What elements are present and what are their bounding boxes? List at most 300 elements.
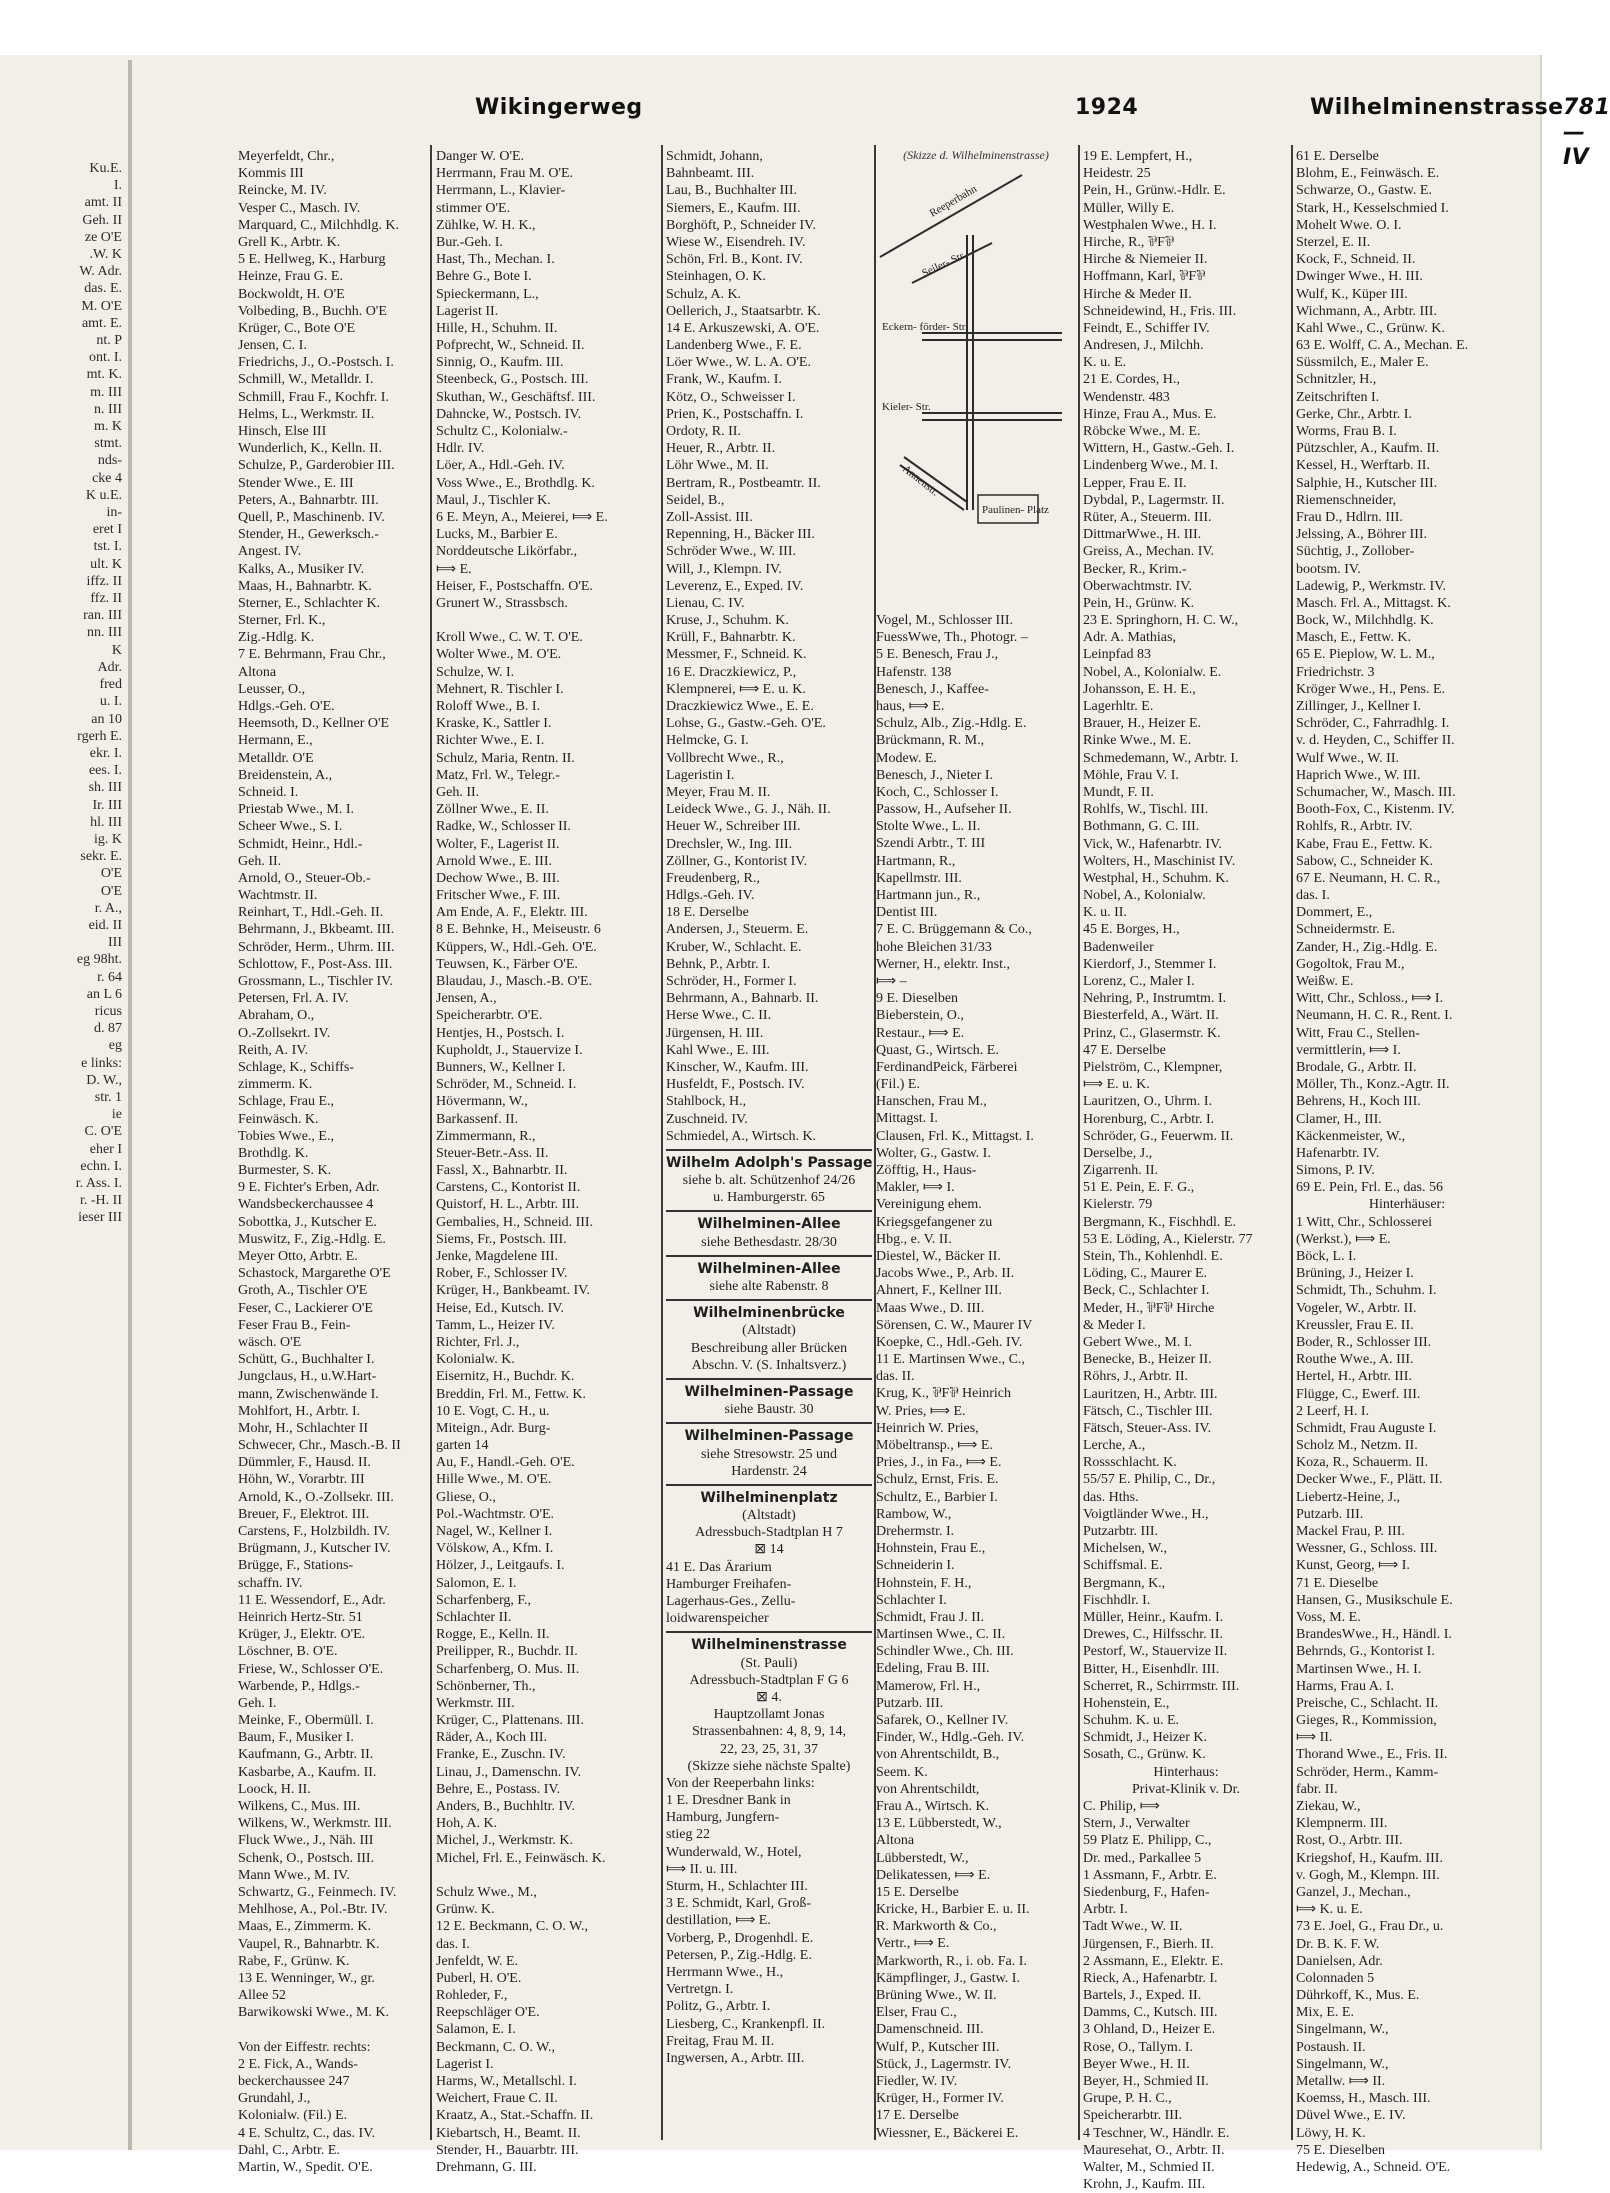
- directory-entry: Stein, Th., Kohlenhdl. E.: [1083, 1249, 1223, 1264]
- directory-entry: Schindler Wwe., Ch. III.: [876, 1644, 1014, 1660]
- directory-column-1: [238, 148, 426, 2175]
- directory-entry: Koepke, C., Hdl.-Geh. IV.: [876, 1334, 1023, 1350]
- directory-entry: Hafenarbtr. IV.: [1296, 1145, 1380, 1161]
- directory-entry: Röbcke Wwe., M. E.: [1083, 424, 1201, 439]
- directory-entry: Jensen, C. I.: [238, 338, 307, 354]
- previous-page-fragment: ricus: [94, 1003, 122, 1019]
- directory-entry: Sörensen, C. W., Maurer IV: [876, 1317, 1033, 1333]
- directory-entry: Zuschneid. IV.: [666, 1111, 748, 1127]
- previous-page-fragment: u. I.: [99, 694, 122, 710]
- directory-entry: Meyer, Frau M. II.: [666, 784, 771, 800]
- directory-entry: Salomon, E. I.: [436, 1575, 517, 1591]
- directory-entry: 1 Witt, Chr., Schlosserei: [1296, 1214, 1433, 1230]
- directory-entry: Thorand Wwe., E., Fris. II.: [1296, 1747, 1448, 1763]
- directory-entry: Hdlr. IV.: [436, 441, 485, 457]
- street-note: Beschreibung aller Brücken: [690, 1340, 848, 1356]
- directory-entry: Frau D., Hdlrn. III.: [1296, 509, 1403, 525]
- directory-entry: Westphal, H., Schuhm. K.: [1083, 870, 1229, 886]
- directory-entry: Schmidt, Frau Auguste I.: [1296, 1420, 1437, 1436]
- directory-entry: Martinsen Wwe., C. II.: [876, 1627, 1006, 1643]
- directory-entry: Löer Wwe., W. L. A. O'E.: [666, 355, 811, 371]
- directory-entry: das. I.: [436, 1936, 470, 1952]
- directory-column-5: [1083, 148, 1289, 2193]
- directory-entry: Siems, Fr., Postsch. III.: [436, 1231, 567, 1247]
- directory-entry: W. Pries, ⟾ E.: [876, 1403, 966, 1419]
- directory-entry: Priestab Wwe., M. I.: [238, 802, 354, 818]
- directory-entry: Martinsen Wwe., H. I.: [1296, 1661, 1422, 1677]
- directory-entry: [436, 612, 658, 629]
- directory-entry: Putzarb. III.: [1296, 1506, 1364, 1522]
- directory-entry: Meder, H., ⅌F⅌ Hirche: [1083, 1300, 1215, 1316]
- previous-page-fragment: cke 4: [92, 470, 122, 486]
- directory-entry: Hölzer, J., Leitgaufs. I.: [436, 1558, 565, 1574]
- directory-entry: Rossschlacht. K.: [1083, 1455, 1177, 1471]
- directory-entry: Miteign., Adr. Burg-: [436, 1420, 551, 1436]
- directory-column-4: [876, 612, 1074, 2141]
- previous-page-fragment: m. K: [94, 419, 122, 435]
- directory-entry: Hermann, E.,: [238, 733, 313, 749]
- directory-entry: Grünw. K.: [436, 1902, 495, 1918]
- previous-page-fragment: ze O'E: [84, 229, 122, 245]
- directory-entry: Helmcke, G. I.: [666, 733, 749, 749]
- directory-entry: Löhr Wwe., M. II.: [666, 458, 769, 474]
- directory-entry: Neumann, H. C. R., Rent. I.: [1296, 1008, 1453, 1024]
- directory-entry: Tobies Wwe., E.,: [238, 1128, 334, 1144]
- directory-entry: Carstens, F., Holzbildh. IV.: [238, 1524, 390, 1539]
- directory-entry: Jenke, Magdelene III.: [436, 1249, 559, 1264]
- previous-page-fragment: mt. K.: [86, 367, 122, 383]
- header-right-street: Wilhelminenstrasse: [1310, 95, 1564, 120]
- directory-entry: Rose, O., Tallym. I.: [1083, 2039, 1193, 2055]
- directory-entry: Dümmler, F., Hausd. II.: [238, 1455, 371, 1471]
- directory-entry: Pein, H., Grünw. K.: [1083, 595, 1195, 611]
- directory-entry: Ahnert, F., Kellner III.: [876, 1283, 1003, 1299]
- directory-entry: Brüning Wwe., W. II.: [876, 1988, 997, 2003]
- directory-entry: Hanschen, Frau M.,: [876, 1094, 987, 1110]
- directory-entry: Speicherarbtr. III.: [1083, 2108, 1183, 2124]
- directory-entry: Stolte Wwe., L. II.: [876, 819, 981, 835]
- directory-entry: Heiser, F., Postschaffn. O'E.: [436, 578, 593, 594]
- directory-entry: Puberl, H. O'E.: [436, 1970, 522, 1986]
- directory-entry: Steuer-Betr.-Ass. II.: [436, 1145, 549, 1161]
- directory-entry: Singelmann, W.,: [1296, 2056, 1389, 2072]
- directory-entry: das. II.: [876, 1369, 915, 1385]
- directory-entry: Fätsch, C., Tischler III.: [1083, 1403, 1213, 1419]
- directory-entry: Behre G., Bote I.: [436, 269, 532, 285]
- previous-page-fragment: C. O'E: [84, 1124, 122, 1140]
- directory-entry: Martin, W., Spedit. O'E.: [238, 2159, 373, 2175]
- directory-entry: Restaur., ⟾ E.: [876, 1025, 965, 1041]
- directory-entry: Vereinigung ehem.: [876, 1197, 982, 1213]
- directory-entry: Wendenstr. 483: [1083, 389, 1170, 405]
- directory-entry: Krüger, J., Elektr. O'E.: [238, 1627, 366, 1643]
- sketch-road-reeperbahn: [880, 175, 1022, 257]
- directory-entry: Mehlhose, A., Pol.-Btr. IV.: [238, 1902, 388, 1918]
- directory-entry: Benecke, B., Heizer II.: [1083, 1352, 1212, 1368]
- previous-page-fragment: ult. K: [90, 556, 122, 572]
- directory-entry: 7 E. Behrmann, Frau Chr.,: [238, 647, 386, 663]
- directory-entry: & Meder I.: [1083, 1317, 1146, 1333]
- directory-entry: Kriegsgefangener zu: [876, 1214, 993, 1230]
- page-fold: [128, 60, 132, 2150]
- directory-entry: Hoh, A. K.: [436, 1816, 498, 1832]
- previous-page-edge-column: [0, 160, 128, 2140]
- previous-page-fragment: nt. P: [96, 333, 122, 349]
- directory-entry: Bartels, J., Exped. II.: [1083, 1988, 1202, 2004]
- previous-page-fragment: in-: [106, 505, 122, 521]
- directory-entry: Masch. Frl. A., Mittagst. K.: [1296, 595, 1451, 611]
- directory-entry: Schulz, Maria, Rentn. II.: [436, 750, 575, 766]
- directory-entry: Kasbarbe, A., Kaufm. II.: [238, 1764, 377, 1780]
- street-note: Hinterhäuser:: [1368, 1197, 1446, 1213]
- directory-entry: Pützschler, A., Kaufm. II.: [1296, 441, 1440, 457]
- directory-entry: Breddin, Frl. M., Fettw. K.: [436, 1386, 586, 1402]
- directory-entry: Loock, H. II.: [238, 1781, 311, 1797]
- directory-entry: Von der Reeperbahn links:: [666, 1775, 815, 1791]
- directory-entry: Bahnbeamt. III.: [666, 166, 755, 182]
- directory-entry: Putzarb. III.: [876, 1695, 944, 1711]
- directory-entry: 15 E. Derselbe: [876, 1884, 959, 1900]
- directory-entry: Jacobs Wwe., P., Arb. II.: [876, 1266, 1015, 1282]
- directory-entry: 4 E. Schultz, C., das. IV.: [238, 2125, 376, 2141]
- directory-entry: ⟾ II. u. III.: [666, 1861, 738, 1877]
- directory-entry: Fluck Wwe., J., Näh. III: [238, 1833, 374, 1849]
- directory-entry: 2 Assmann, E., Elektr. E.: [1083, 1953, 1224, 1969]
- sketch-label-annenstr: Annenstr.: [900, 462, 942, 499]
- directory-entry: Makler, ⟾ I.: [876, 1180, 955, 1196]
- directory-entry: 23 E. Springhorn, H. C. W.,: [1083, 613, 1239, 629]
- directory-entry: Wolter, F., Lagerist II.: [436, 836, 560, 852]
- directory-entry: K. u. II.: [1083, 905, 1127, 921]
- directory-entry: Rinke Wwe., M. E.: [1083, 733, 1192, 749]
- directory-entry: 6 E. Meyn, A., Meierei, ⟾ E.: [436, 509, 608, 525]
- directory-entry: Mann Wwe., M. IV.: [238, 1867, 350, 1883]
- directory-entry: Helms, L., Werkmstr. II.: [238, 406, 375, 422]
- street-heading: Wilhelm Adolph's Passage: [666, 1154, 873, 1171]
- directory-entry: Behrens, H., Koch III.: [1296, 1094, 1421, 1110]
- directory-entry: Höhn, W., Vorarbtr. III: [238, 1472, 365, 1488]
- directory-entry: Schmidt, Frau J. II.: [876, 1609, 985, 1625]
- directory-entry: Steinhagen, O. K.: [666, 269, 766, 285]
- directory-entry: Mohr, H., Schlachter II: [238, 1420, 369, 1436]
- directory-entry: Schröder, Herm., Uhrm. III.: [238, 939, 395, 955]
- directory-entry: Teuwsen, K., Färber O'E.: [436, 956, 578, 972]
- directory-entry: Feinwäsch. K.: [238, 1111, 319, 1127]
- directory-entry: 51 E. Pein, E. F. G.,: [1083, 1180, 1195, 1196]
- directory-entry: Dr. med., Parkallee 5: [1083, 1850, 1202, 1866]
- directory-entry: Hdlgs.-Geh. IV.: [666, 888, 755, 904]
- directory-entry: Schmidt, J., Heizer K.: [1083, 1730, 1208, 1746]
- directory-entry: Hohnstein, F. H.,: [876, 1575, 972, 1591]
- directory-entry: Rost, O., Arbtr. III.: [1296, 1833, 1403, 1849]
- directory-entry: Wilkens, C., Mus. III.: [238, 1799, 361, 1814]
- directory-entry: Löer, A., Hdl.-Geh. IV.: [436, 458, 565, 474]
- directory-entry: Michel, Frl. E., Feinwäsch. K.: [436, 1850, 606, 1866]
- directory-entry: Pielström, C., Klempner,: [1083, 1059, 1223, 1075]
- directory-entry: 61 E. Derselbe: [1296, 149, 1379, 164]
- directory-entry: Liesberg, C., Krankenpfl. II.: [666, 2016, 826, 2032]
- directory-entry: Brügge, F., Stations-: [238, 1558, 354, 1574]
- directory-entry: Dommert, E.,: [1296, 905, 1373, 921]
- directory-entry: Rabe, F., Grünw. K.: [238, 1953, 350, 1969]
- directory-entry: v. d. Heyden, C., Schiffer II.: [1296, 733, 1455, 749]
- directory-entry: [238, 2021, 426, 2038]
- directory-entry: Kalks, A., Musiker IV.: [238, 561, 365, 577]
- directory-entry: Seem. K.: [876, 1764, 928, 1780]
- street-note: (Skizze siehe nächste Spalte): [687, 1758, 851, 1774]
- directory-entry: Kapellmstr. III.: [876, 870, 962, 886]
- directory-entry: Kraatz, A., Stat.-Schaffn. II.: [436, 2108, 594, 2124]
- directory-entry: Schwecer, Chr., Masch.-B. II: [238, 1438, 401, 1454]
- directory-entry: Küppers, W., Hdl.-Geh. O'E.: [436, 939, 597, 955]
- directory-entry: Wiese W., Eisendreh. IV.: [666, 234, 806, 250]
- previous-page-fragment: an 10: [91, 711, 122, 727]
- directory-entry: Barwikowski Wwe., M. K.: [238, 2005, 390, 2021]
- directory-entry: Altona: [876, 1833, 915, 1849]
- directory-entry: Colonnaden 5: [1296, 1970, 1375, 1986]
- directory-entry: Zoll-Assist. III.: [666, 509, 753, 525]
- previous-page-fragment: an L 6: [86, 986, 122, 1002]
- directory-entry: Baum, F., Musiker I.: [238, 1730, 354, 1746]
- section-divider: [666, 1422, 872, 1424]
- directory-entry: Safarek, O., Kellner IV.: [876, 1713, 1009, 1728]
- directory-entry: Mohelt Wwe. O. I.: [1296, 217, 1402, 233]
- directory-entry: Bergmann, K.,: [1083, 1575, 1166, 1591]
- previous-page-fragment: r. -H. II: [80, 1193, 122, 1209]
- directory-entry: Will, J., Klempn. IV.: [666, 561, 782, 577]
- directory-entry: Radke, W., Schlosser II.: [436, 819, 571, 835]
- directory-entry: Dwinger Wwe., H. III.: [1296, 269, 1423, 285]
- section-divider: [666, 1378, 872, 1380]
- directory-entry: Zigarrenh. II.: [1083, 1163, 1159, 1179]
- directory-entry: Nobel, A., Kolonialw. E.: [1083, 664, 1222, 680]
- directory-entry: Schwarze, O., Gastw. E.: [1296, 183, 1432, 199]
- directory-entry: 59 Platz E. Philipp, C.,: [1083, 1833, 1212, 1849]
- directory-entry: Hertel, H., Arbtr. III.: [1296, 1369, 1412, 1385]
- directory-entry: 41 E. Das Ärarium: [666, 1559, 772, 1575]
- previous-page-fragment: eid. II: [88, 917, 122, 933]
- page-number: 781—IV: [1563, 95, 1610, 170]
- directory-entry: Käckenmeister, W.,: [1296, 1128, 1406, 1144]
- previous-page-fragment: I.: [113, 178, 122, 194]
- directory-entry: Wandsbeckerchaussee 4: [238, 1197, 374, 1213]
- directory-entry: Hansen, G., Musikschule E.: [1296, 1592, 1453, 1608]
- directory-entry: Dechow Wwe., B. III.: [436, 870, 560, 886]
- directory-entry: Barkassenf. II.: [436, 1111, 519, 1127]
- directory-entry: (Werkst.), ⟾ E.: [1296, 1231, 1391, 1247]
- directory-entry: Grell K., Arbtr. K.: [238, 234, 341, 250]
- directory-entry: Dahncke, W., Postsch. IV.: [436, 406, 582, 422]
- directory-entry: Zillinger, J., Kellner I.: [1296, 699, 1422, 714]
- directory-entry: Messmer, F., Schneid. K.: [666, 647, 807, 663]
- previous-page-fragment: nn. III: [87, 625, 122, 641]
- directory-entry: Sinnig, O., Kaufm. III.: [436, 355, 564, 371]
- header-year: 1924: [1075, 95, 1139, 120]
- street-note: Strassenbahnen: 4, 8, 9, 14,: [692, 1724, 846, 1740]
- directory-entry: Jungclaus, H., u.W.Hart-: [238, 1369, 377, 1385]
- directory-entry: Westphalen Wwe., H. I.: [1083, 217, 1217, 233]
- sketch-label-seilerstr: Seiler- Str.: [920, 249, 968, 280]
- directory-entry: Feindt, E., Schiffer IV.: [1083, 320, 1210, 336]
- directory-entry: Brauer, H., Heizer E.: [1083, 716, 1201, 732]
- directory-entry: C. Philip, ⟾: [1083, 1799, 1160, 1814]
- directory-entry: Herrmann, L., Klavier-: [436, 183, 566, 199]
- directory-entry: 71 E. Dieselbe: [1296, 1575, 1379, 1591]
- directory-entry: Schiffsmal. E.: [1083, 1558, 1163, 1574]
- directory-entry: Hövermann, W.,: [436, 1094, 528, 1110]
- directory-entry: Schulz Wwe., M.,: [436, 1884, 537, 1900]
- directory-entry: Heidestr. 25: [1083, 166, 1151, 182]
- street-heading: Wilhelminenbrücke: [693, 1305, 845, 1322]
- directory-entry: Schröder, G., Feuerwm. II.: [1083, 1128, 1234, 1144]
- directory-entry: Behrnds, G., Kontorist I.: [1296, 1644, 1435, 1660]
- street-note: (Altstadt): [742, 1508, 796, 1524]
- directory-entry: Feser Frau B., Fein-: [238, 1317, 351, 1333]
- directory-entry: Richter, Frl. J.,: [436, 1334, 520, 1350]
- previous-page-fragment: ie: [111, 1107, 122, 1123]
- directory-entry: Röhrs, J., Arbtr. II.: [1083, 1369, 1188, 1385]
- previous-page-fragment: eg: [108, 1038, 122, 1054]
- directory-entry: Bothmann, G. C. III.: [1083, 819, 1200, 835]
- directory-entry: Schlachter I.: [876, 1592, 947, 1608]
- directory-entry: 47 E. Derselbe: [1083, 1042, 1166, 1058]
- directory-entry: Masch, E., Fettw. K.: [1296, 630, 1411, 646]
- previous-page-fragment: e links:: [81, 1055, 122, 1071]
- directory-entry: Kruse, J., Schuhm. K.: [666, 613, 789, 629]
- directory-entry: Walter, M., Schmied II.: [1083, 2159, 1215, 2175]
- street-note: Adressbuch-Stadtplan H 7: [695, 1525, 843, 1541]
- directory-entry: Modew. E.: [876, 750, 937, 766]
- directory-entry: Reinhart, T., Hdl.-Geh. II.: [238, 905, 384, 921]
- directory-entry: Lauritzen, O., Uhrm. I.: [1083, 1094, 1213, 1110]
- directory-entry: Kahl Wwe., C., Grünw. K.: [1296, 320, 1445, 336]
- directory-entry: Hille, H., Schuhm. II.: [436, 320, 558, 336]
- street-note: 22, 23, 25, 31, 37: [720, 1741, 818, 1757]
- directory-entry: Maas, E., Zimmerm. K.: [238, 1919, 371, 1935]
- directory-entry: Maas Wwe., D. III.: [876, 1300, 985, 1316]
- directory-entry: Schröder Wwe., W. III.: [666, 544, 796, 560]
- directory-entry: Maas, H., Bahnarbtr. K.: [238, 578, 372, 594]
- directory-entry: Haprich Wwe., W. III.: [1296, 767, 1421, 783]
- directory-entry: Schenk, O., Postsch. III.: [238, 1850, 375, 1866]
- directory-entry: Behre, E., Postass. IV.: [436, 1781, 561, 1797]
- directory-entry: Behnk, P., Arbtr. I.: [666, 956, 771, 972]
- directory-entry: Ziekau, W.,: [1296, 1799, 1361, 1814]
- directory-entry: Schütt, G., Buchhalter I.: [238, 1352, 375, 1368]
- directory-entry: Weichert, Fraue C. II.: [436, 2091, 558, 2107]
- directory-entry: Heemsoth, D., Kellner O'E: [238, 716, 390, 732]
- directory-entry: 67 E. Neumann, H. C. R.,: [1296, 870, 1441, 886]
- directory-entry: das. Hths.: [1083, 1489, 1139, 1505]
- directory-entry: Meyer Otto, Arbtr. E.: [238, 1249, 358, 1264]
- directory-entry: Pries, J., in Fa., ⟾ E.: [876, 1455, 1002, 1471]
- previous-page-fragment: amt. II: [84, 195, 122, 211]
- previous-page-fragment: Adr.: [97, 659, 122, 675]
- directory-entry: Lepper, Frau E. II.: [1083, 475, 1187, 491]
- directory-entry: Vogel, M., Schlosser III.: [876, 613, 1014, 628]
- previous-page-fragment: rgerh E.: [77, 728, 122, 744]
- directory-entry: Rieck, A., Hafenarbtr. I.: [1083, 1970, 1218, 1986]
- directory-entry: Kroll Wwe., C. W. T. O'E.: [436, 630, 583, 646]
- directory-entry: Beck, C., Schlachter I.: [1083, 1283, 1210, 1299]
- directory-entry: Schumacher, W., Masch. III.: [1296, 784, 1456, 800]
- directory-entry: Jürgensen, F., Bierh. II.: [1083, 1936, 1214, 1952]
- directory-entry: Bur.-Geh. I.: [436, 234, 503, 250]
- directory-entry: Feser, C., Lackierer O'E: [238, 1300, 373, 1316]
- directory-entry: das. I.: [1296, 888, 1330, 904]
- directory-entry: Repenning, H., Bäcker III.: [666, 527, 815, 543]
- directory-entry: Geh. I.: [238, 1695, 277, 1711]
- directory-entry: Gerke, Chr., Arbtr. I.: [1296, 406, 1412, 422]
- directory-entry: Hentjes, H., Postsch. I.: [436, 1025, 565, 1041]
- directory-entry: Behrmann, J., Bkbeamt. III.: [238, 922, 395, 938]
- directory-entry: Herrmann Wwe., H.,: [666, 1964, 784, 1980]
- directory-entry: Ordoty, R. II.: [666, 424, 741, 439]
- directory-entry: Wunderlich, K., Kelln. II.: [238, 441, 383, 457]
- directory-entry: 9 E. Dieselben: [876, 991, 959, 1007]
- directory-entry: Reincke, M. IV.: [238, 183, 327, 199]
- street-heading: Wilhelminen-Passage: [684, 1428, 854, 1445]
- directory-entry: Gliese, O.,: [436, 1489, 496, 1505]
- previous-page-fragment: m. III: [90, 384, 122, 400]
- street-note: ⊠ 14: [754, 1542, 784, 1558]
- directory-entry: Wulf, P., Kutscher III.: [876, 2039, 1000, 2055]
- directory-entry: Drewes, C., Hilfsschr. II.: [1083, 1627, 1223, 1643]
- directory-entry: Blaudau, J., Masch.-B. O'E.: [436, 974, 593, 989]
- directory-entry: Lorenz, C., Maler I.: [1083, 974, 1195, 989]
- directory-entry: von Ahrentschildt, B.,: [876, 1747, 1000, 1763]
- directory-entry: Koza, R., Schauerm. II.: [1296, 1455, 1429, 1471]
- previous-page-fragment: amt. E.: [81, 315, 122, 331]
- directory-entry: Bock, W., Milchhdlg. K.: [1296, 613, 1434, 629]
- directory-entry: Vaupel, R., Bahnarbtr. K.: [238, 1936, 380, 1952]
- previous-page-fragment: d. 87: [94, 1021, 122, 1037]
- street-note: Abschn. V. (S. Inhaltsverz.): [691, 1357, 847, 1373]
- directory-entry: Jensen, A.,: [436, 991, 497, 1007]
- directory-entry: Brüning, J., Heizer I.: [1296, 1266, 1414, 1282]
- street-sketch-map: [872, 165, 1078, 610]
- directory-entry: Kahl Wwe., E. III.: [666, 1042, 770, 1058]
- directory-entry: Schneidermstr. E.: [1296, 922, 1396, 938]
- directory-entry: Sterzel, E. II.: [1296, 234, 1371, 250]
- directory-entry: Friese, W., Schlosser O'E.: [238, 1661, 384, 1677]
- directory-entry: 8 E. Behnke, H., Meiseustr. 6: [436, 922, 601, 938]
- directory-entry: Schröder, C., Fahrradhlg. I.: [1296, 716, 1450, 732]
- directory-entry: Benesch, J., Nieter I.: [876, 767, 994, 783]
- directory-entry: Quistorf, H. L., Arbtr. III.: [436, 1197, 580, 1213]
- directory-entry: Breuer, F., Elektrot. III.: [238, 1506, 370, 1522]
- directory-entry: Krüger, C., Plattenans. III.: [436, 1713, 584, 1729]
- directory-entry: Lau, B., Buchhalter III.: [666, 183, 798, 199]
- directory-entry: Zöllner Wwe., E. II.: [436, 802, 549, 818]
- directory-entry: Fritscher Wwe., F. III.: [436, 888, 561, 904]
- directory-entry: 18 E. Derselbe: [666, 905, 749, 921]
- directory-entry: Lübberstedt, W.,: [876, 1850, 969, 1866]
- directory-entry: 69 E. Pein, Frl. E., das. 56: [1296, 1180, 1443, 1196]
- directory-entry: Hast, Th., Mechan. I.: [436, 252, 555, 268]
- directory-entry: Voigtländer Wwe., H.,: [1083, 1506, 1209, 1522]
- directory-entry: Scherret, R., Schirrmstr. III.: [1083, 1678, 1240, 1694]
- column-rule: [1291, 145, 1293, 2140]
- directory-entry: Metallw. ⟾ II.: [1296, 2074, 1386, 2089]
- directory-entry: ⟾ II.: [1296, 1730, 1333, 1746]
- street-heading: Wilhelminen-Passage: [684, 1383, 854, 1400]
- directory-entry: Ingwersen, A., Arbtr. III.: [666, 2050, 805, 2066]
- directory-entry: Heuer W., Schreiber III.: [666, 819, 801, 835]
- directory-entry: Badenweiler: [1083, 939, 1154, 955]
- directory-entry: Kolonialw. K.: [436, 1352, 515, 1368]
- directory-entry: Schröder, H., Former I.: [666, 974, 797, 989]
